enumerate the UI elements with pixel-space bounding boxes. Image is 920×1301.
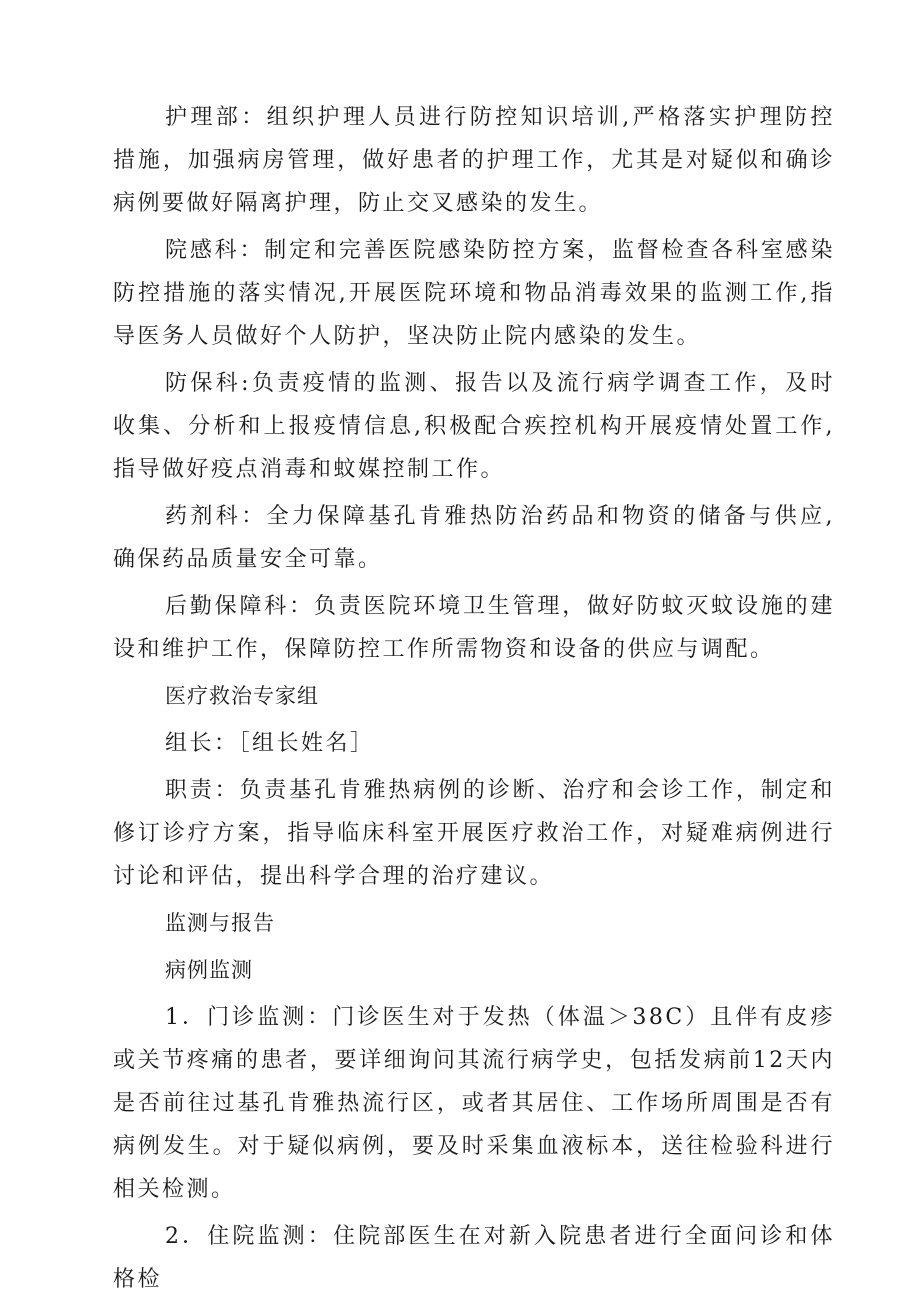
- paragraph-nursing-department: 护理部：组织护理人员进行防控知识培训,严格落实护理防控措施，加强病房管理，做好患者的护理工作，尤其是对疑似和确诊病例要做好隔离护理，防止交叉感染的发生。: [113, 105, 835, 216]
- paragraph-logistics: 后勤保障科：负责医院环境卫生管理，做好防蚊灭蚊设施的建设和维护工作，保障防控工作所需物资和设备的供应与调配。: [113, 594, 835, 662]
- paragraph-inpatient-monitoring: 2．住院监测：住院部医生在对新入院患者进行全面问诊和体格检: [113, 1224, 835, 1292]
- paragraph-group-leader: 组长：［组长姓名］: [165, 731, 375, 756]
- paragraph-duty: 职责：负责基孔肯雅热病例的诊断、治疗和会诊工作，制定和修订诊疗方案，指导临床科室开展医疗救治工作，对疑难病例进行讨论和评估，提出科学合理的治疗建议。: [113, 778, 835, 889]
- heading-monitoring-and-report: 监测与报告: [165, 911, 275, 935]
- paragraph-outpatient-monitoring: 1．门诊监测：门诊医生对于发热（体温＞38C）且伴有皮疹或关节疼痛的患者，要详细询问其流行病学史，包括发病前12天内是否前往过基孔肯雅热流行区，或者其居住、工作场所周围是否有病例发生。对于疑似病例，要及时采集血液标本，送往检验科进行相关检测。: [113, 1005, 835, 1202]
- paragraph-pharmacy: 药剂科：全力保障基孔肯雅热防治药品和物资的储备与供应,确保药品质量安全可靠。: [113, 504, 835, 572]
- paragraph-infection-control: 院感科：制定和完善医院感染防控方案，监督检查各科室感染防控措施的落实情况,开展医院环境和物品消毒效果的监测工作,指导医务人员做好个人防护，坚决防止院内感染的发生。: [113, 238, 835, 349]
- paragraph-prevention-department: 防保科:负责疫情的监测、报告以及流行病学调查工作，及时收集、分析和上报疫情信息,积极配合疾控机构开展疫情处置工作,指导做好疫点消毒和蚊媒控制工作。: [113, 371, 835, 482]
- heading-case-monitoring: 病例监测: [165, 958, 253, 982]
- document-body: [113, 96, 835, 1301]
- heading-expert-group: 医疗救治专家组: [165, 684, 319, 708]
